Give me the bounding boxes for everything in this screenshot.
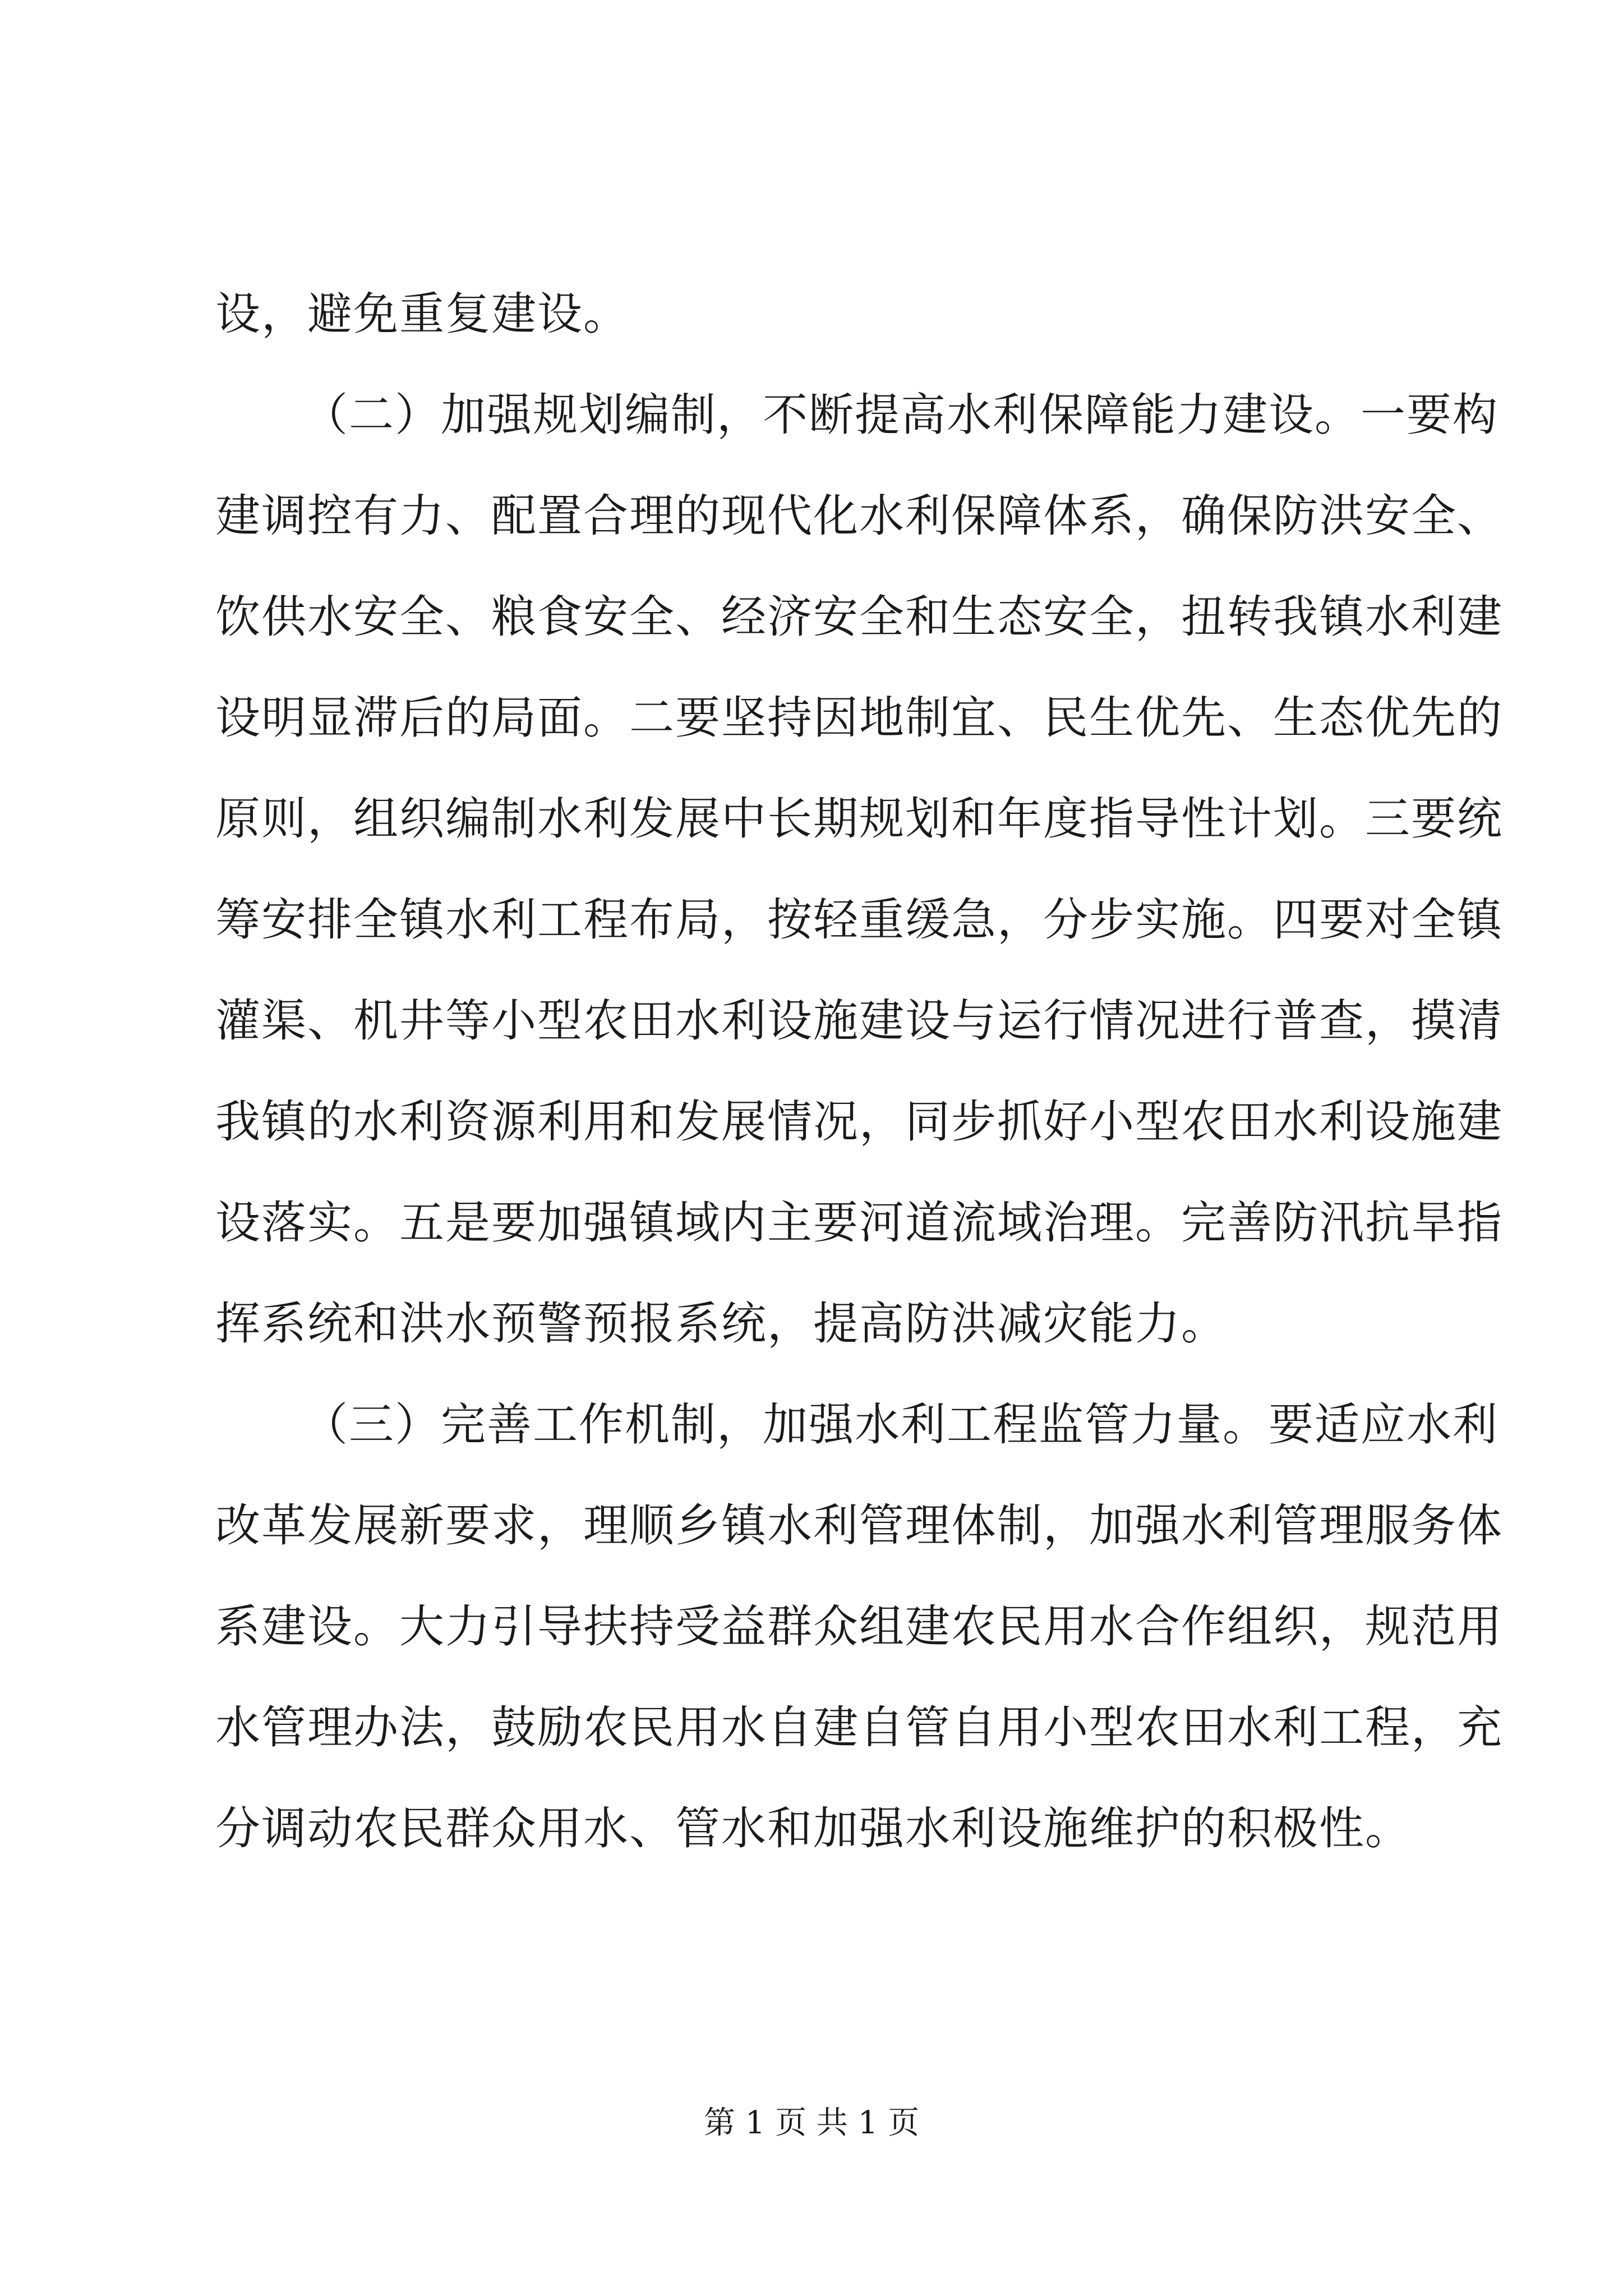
text-line-5: 设明显滞后的局面。二要坚持因地制宜、民生优先、生态优先的 — [215, 692, 1503, 744]
text-line-3: 建调控有力、配置合理的现代化水利保障体系，确保防洪安全、 — [215, 490, 1503, 542]
text-line-2: （二）加强规划编制，不断提高水利保障能力建设。一要构 — [303, 389, 1498, 441]
text-line-11: 挥系统和洪水预警预报系统，提高防洪减灾能力。 — [215, 1297, 1227, 1350]
text-line-16: 分调动农民群众用水、管水和加强水利设施维护的积极性。 — [215, 1802, 1411, 1855]
text-line-12: （三）完善工作机制，加强水利工程监管力量。要适应水利 — [303, 1398, 1498, 1451]
text-line-8: 灌渠、机井等小型农田水利设施建设与运行情况进行普查，摸清 — [215, 995, 1503, 1047]
text-line-9: 我镇的水利资源利用和发展情况，同步抓好小型农田水利设施建 — [215, 1096, 1503, 1148]
text-line-1: 设，避免重复建设。 — [215, 288, 629, 340]
text-line-7: 筹安排全镇水利工程布局，按轻重缓急，分步实施。四要对全镇 — [215, 894, 1503, 946]
text-line-13: 改革发展新要求，理顺乡镇水利管理体制，加强水利管理服务体 — [215, 1499, 1503, 1552]
text-line-6: 原则，组织编制水利发展中长期规划和年度指导性计划。三要统 — [215, 793, 1503, 845]
text-line-15: 水管理办法，鼓励农民用水自建自管自用小型农田水利工程，充 — [215, 1701, 1503, 1754]
text-line-10: 设落实。五是要加强镇域内主要河道流域治理。完善防汛抗旱指 — [215, 1197, 1503, 1249]
text-line-4: 饮供水安全、粮食安全、经济安全和生态安全，扭转我镇水利建 — [215, 591, 1503, 643]
text-line-14: 系建设。大力引导扶持受益群众组建农民用水合作组织，规范用 — [215, 1600, 1503, 1653]
page-footer: 第 1 页 共 1 页 — [703, 2105, 920, 2141]
